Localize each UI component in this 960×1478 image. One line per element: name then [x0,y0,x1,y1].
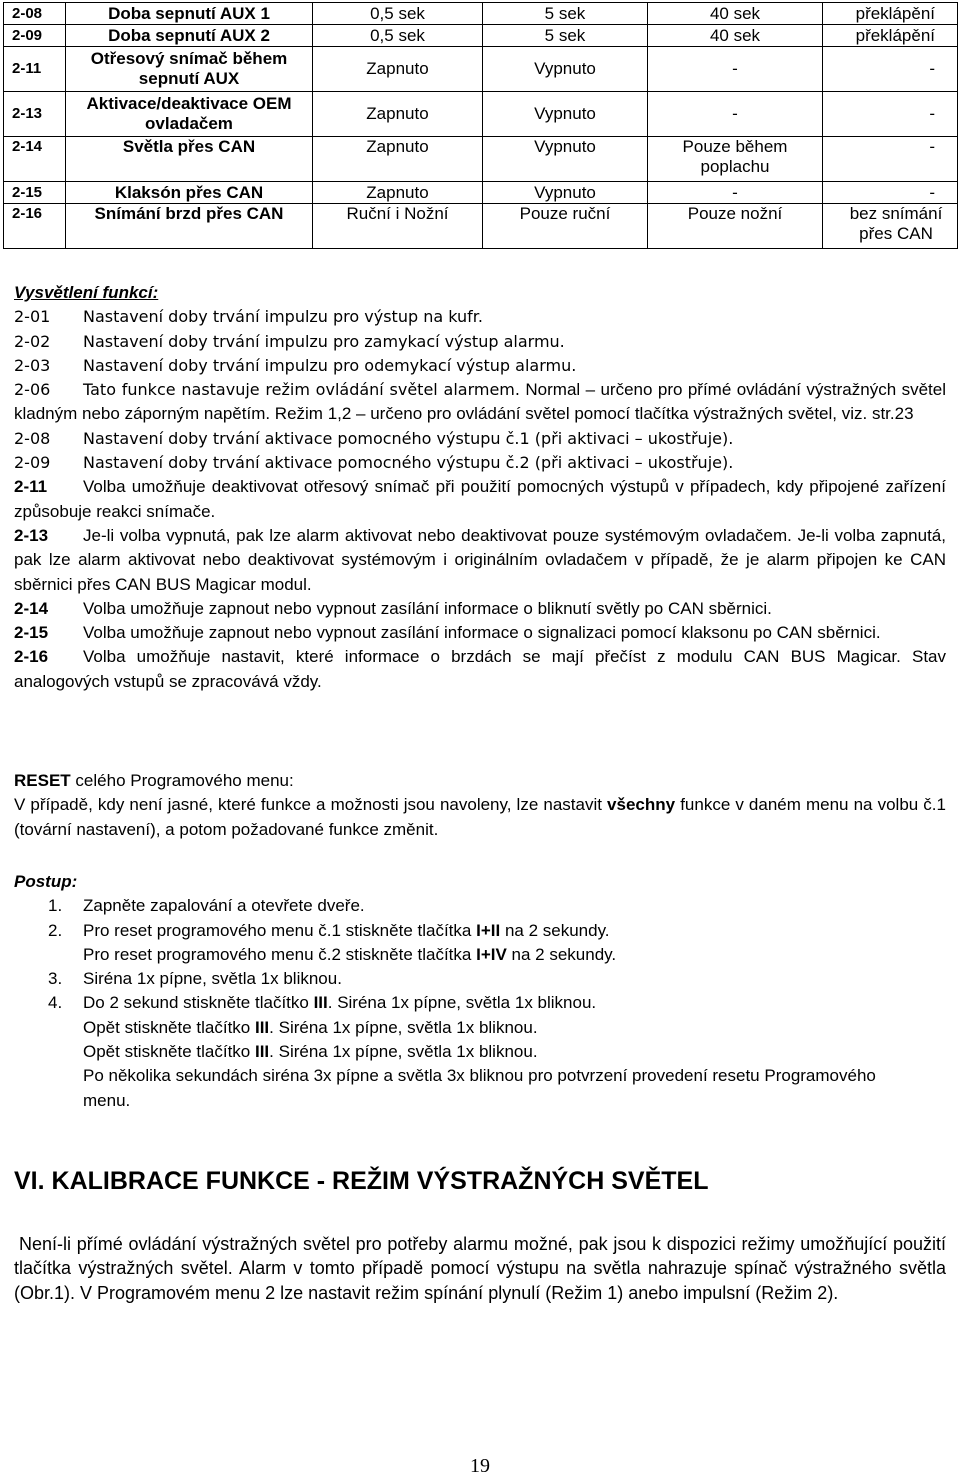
item-text: Normal – určeno pro přímé ovládání výstražných světel kladným nebo záporným napětím. Režim 1,2 – určeno pro ovládání světel pomocí tlačítka výstražných světel, viz. str.23 [14,380,946,424]
step-text: Opět stiskněte tlačítko [83,1017,251,1037]
table-row [4,47,958,92]
item-code: 2-11 [14,477,48,497]
row-option-3: 40 sek [648,3,823,25]
row-option-1: Zapnuto [313,47,483,92]
row-name: Aktivace/deaktivace OEM ovladačem [66,92,313,137]
row-option-3: - [648,92,823,137]
step-line: Po několika sekundách siréna 3x pípne a světla 3x bliknou pro potvrzení provedení resetu Programového menu. [83,1066,876,1110]
row-option-1: 0,5 sek [313,25,483,47]
reset-title-bold: RESET [14,771,71,790]
step-text: . Siréna 1x pípne, světla 1x bliknou. [269,1042,538,1062]
row-name: Světla přes CAN [66,137,313,182]
row-option-3 [648,137,823,182]
section-paragraph: Není-li přímé ovládání výstražných světel pro potřeby alarmu možné, pak jsou k dispozici režimy umožňující použití tlačítka výstražných světel. Alarm v tomto případě pomocí výstupu na světla nahrazuje spínač výstražného světla (Obr.1). V Programovém menu 2 lze nastavit režim spínání plynulí (Režim 1) anebo impulsní (Režim 2). [14,1234,946,1303]
option-line-1: Pouze během [682,137,788,156]
explain-item [14,524,946,597]
reset-title [14,769,946,793]
row-code: 2-16 [4,204,66,249]
table-row [4,25,958,47]
row-option-1: Ruční i Nožní [313,204,483,249]
item-text: Nastavení doby trvání impulzu pro výstup na kufr. [83,307,483,327]
procedure-step [14,894,946,918]
row-option-2: 5 sek [483,3,648,25]
explain-item [14,305,946,329]
row-name: Klaksón přes CAN [66,182,313,204]
step-number: 4. [48,993,63,1013]
row-option-3: Pouze nožní [648,204,823,249]
row-option-3: 40 sek [648,25,823,47]
item-code: 2-09 [14,453,51,473]
step-line [83,919,946,943]
row-code: 2-08 [4,3,66,25]
reset-paragraph [14,793,946,842]
row-code: 2-11 [4,47,66,92]
procedure-step [14,991,946,1112]
explain-item [14,645,946,694]
item-code: 2-02 [14,331,51,351]
step-number: 3. [48,969,63,989]
button-label: III [254,1042,270,1062]
step-line [83,991,946,1015]
row-code: 2-14 [4,137,66,182]
item-text: Nastavení doby trvání aktivace pomocného výstupu č.2 (při aktivaci – ukostřuje). [83,453,734,473]
row-code: 2-15 [4,182,66,204]
row-option-4: překlápění [823,3,958,25]
table-row [4,182,958,204]
row-option-2: 5 sek [483,25,648,47]
explain-item [14,378,946,427]
step-line [83,943,946,967]
row-code: 2-13 [4,92,66,137]
row-option-1: Zapnuto [313,182,483,204]
row-name: Doba sepnutí AUX 1 [66,3,313,25]
row-name: Otřesový snímač během sepnutí AUX [66,47,313,92]
explain-item [14,475,946,524]
explain-item [14,354,946,378]
procedure-heading: Postup: [14,872,78,891]
item-text: Tato funkce nastavuje režim ovládání světel alarmem. [83,380,520,400]
step-text: na 2 sekundy. [511,944,617,964]
step-number: 1. [48,896,63,916]
button-label: III [313,993,328,1013]
row-option-1: Zapnuto [313,137,483,182]
step-text: Do 2 sekund stiskněte tlačítko [83,993,309,1013]
row-option-4: - [823,137,958,182]
row-option-4: - [823,182,958,204]
row-name: Doba sepnutí AUX 2 [66,25,313,47]
step-text: Pro reset programového menu č.2 stiskněte tlačítka [83,944,472,964]
step-text: Pro reset programového menu č.1 stiskněte tlačítka [83,920,472,940]
explanations-heading: Vysvětlení funkcí: [14,283,159,302]
item-text: Volba umožňuje zapnout nebo vypnout zasílání informace o signalizaci pomocí klaksonu po CAN sběrnici. [83,623,881,643]
row-option-1: 0,5 sek [313,3,483,25]
row-option-3: - [648,182,823,204]
procedure-step [14,967,946,991]
reset-text-bold: všechny [607,795,676,815]
item-text: Volba umožňuje zapnout nebo vypnout zasílání informace o bliknutí světly po CAN sběrnici. [83,598,772,618]
item-text: Volba umožňuje nastavit, které informace o brzdách se mají přečíst z modulu CAN BUS Magicar. Stav analogových vstupů se zpracovává vždy. [14,647,946,691]
explain-item [14,427,946,451]
row-option-3: - [648,47,823,92]
step-text: . Siréna 1x pípne, světla 1x bliknou. [327,993,597,1013]
explain-item [14,330,946,354]
table-row [4,92,958,137]
table-row [4,3,958,25]
item-code: 2-13 [14,525,49,545]
option-line-2: poplachu [700,157,770,176]
table-row [4,204,958,249]
procedure-steps [14,894,946,1113]
explanations-section [14,281,946,694]
row-name: Snímání brzd přes CAN [66,204,313,249]
item-code: 2-01 [14,307,51,327]
button-combo: I+IV [476,944,507,964]
reset-title-rest: celého Programového menu: [75,771,294,790]
step-text: Siréna 1x pípne, světla 1x bliknou. [83,969,342,989]
item-code: 2-14 [14,598,49,618]
step-number: 2. [48,920,63,940]
button-combo: I+II [476,920,501,940]
explain-item [14,597,946,621]
step-line [83,1016,946,1040]
row-option-2: Vypnuto [483,47,648,92]
row-code: 2-09 [4,25,66,47]
item-code: 2-08 [14,428,51,448]
item-text: Nastavení doby trvání impulzu pro zamykací výstup alarmu. [83,331,565,351]
item-text: Nastavení doby trvání impulzu pro odemykací výstup alarmu. [83,355,577,375]
step-text: . Siréna 1x pípne, světla 1x bliknou. [269,1017,538,1037]
table-row [4,137,958,182]
reset-text: funkce v daném menu na volbu č.1 (tovární nastavení), a potom požadované funkce změnit. [14,795,946,839]
button-label: III [254,1017,270,1037]
step-text: na 2 sekundy. [504,920,610,940]
row-option-1: Zapnuto [313,92,483,137]
reset-section [14,769,946,842]
explain-item [14,621,946,645]
reset-text: V případě, kdy není jasné, které funkce a možnosti jsou navoleny, lze nastavit [14,795,602,815]
item-text: Nastavení doby trvání aktivace pomocného výstupu č.1 (při aktivaci – ukostřuje). [83,428,734,448]
row-option-2: Vypnuto [483,137,648,182]
step-text: Zapněte zapalování a otevřete dveře. [83,896,365,916]
row-option-4: - [823,47,958,92]
row-option-4: překlápění [823,25,958,47]
row-option-2: Vypnuto [483,92,648,137]
row-option-2: Pouze ruční [483,204,648,249]
procedure-step [14,919,946,968]
procedure-section [14,870,946,1113]
step-line [83,1040,946,1064]
item-code: 2-15 [14,623,49,643]
item-code: 2-16 [14,647,49,667]
page-number: 19 [470,1455,490,1477]
programming-table [3,2,958,249]
row-option-2: Vypnuto [483,182,648,204]
item-code: 2-03 [14,355,51,375]
step-text: Opět stiskněte tlačítko [83,1042,251,1062]
row-option-4: - [823,92,958,137]
item-text: Je-li volba vypnutá, pak lze alarm aktivovat nebo deaktivovat pouze systémovým ovladačem. Je-li volba zapnutá, pak lze alarm aktivovat nebo deaktivovat systémovým i originálním ovladačem v případě, že je alarm připojen ke CAN sběrnici přes CAN BUS Magicar modul. [14,525,946,594]
explain-item [14,451,946,475]
section-heading: VI. KALIBRACE FUNKCE - REŽIM VÝSTRAŽNÝCH SVĚTEL [14,1167,709,1195]
row-option-4: bez snímání přes CAN [823,204,958,249]
item-code: 2-06 [14,380,51,400]
item-text: Volba umožňuje deaktivovat otřesový snímač při použití pomocných výstupů v případech, kdy připojené zařízení způsobuje reakci snímače. [14,477,946,521]
